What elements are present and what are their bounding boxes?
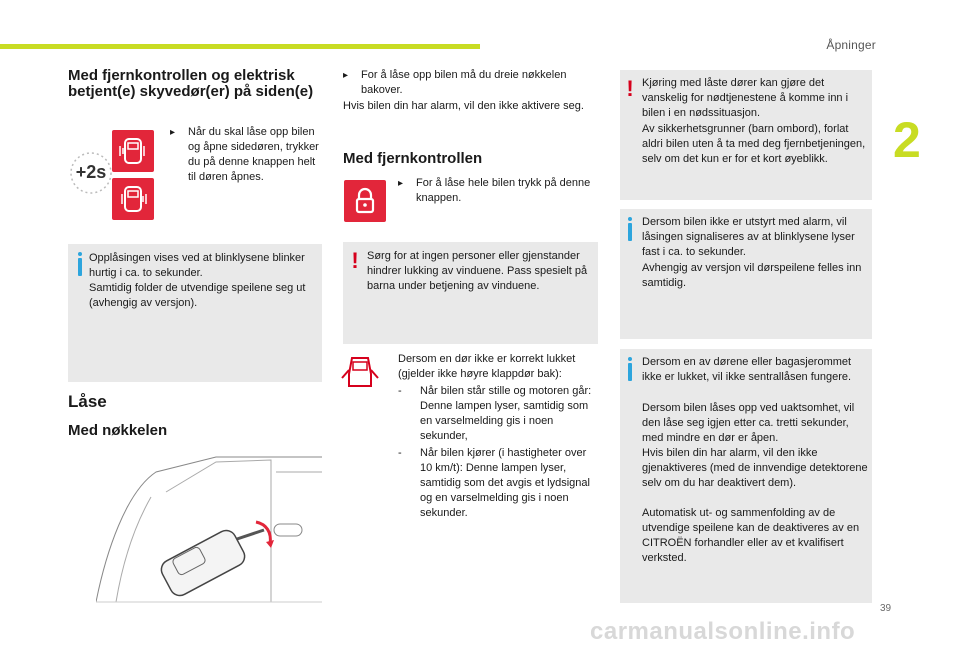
- subheading-with-remote: Med fjernkontrollen: [343, 150, 483, 167]
- instruction-unlock-sliding-door: [170, 125, 322, 185]
- instruction-turn-key: [343, 68, 593, 98]
- warning-icon: !: [626, 76, 634, 101]
- badge-label: +2s: [75, 162, 107, 182]
- warning-text-children: Av sikkerhetsgrunner (barn ombord), forlat aldri bilen uten å ta med deg fjernbetjeningen, selv om det kun er for et kort øyeblikk.: [642, 123, 866, 165]
- instruction-text: For å låse opp bilen må du dreie nøkkelen bakover.: [361, 69, 567, 96]
- info-icon: [628, 363, 632, 381]
- info-text-blinkers: Opplåsingen vises ved at blinklysene blinker hurtig i ca. to sekunder.: [89, 252, 305, 279]
- two-second-badge: [68, 150, 114, 196]
- info-icon: [628, 223, 632, 241]
- subheading-with-key: Med nøkkelen: [68, 422, 168, 439]
- sliding-door-left-icon: [116, 134, 150, 168]
- key-in-door-illustration: [96, 452, 322, 604]
- info-icon: [78, 258, 82, 276]
- unlock-sliding-door-right-button: [112, 178, 154, 220]
- list-item-text: Når bilen står stille og motoren går: Denne lampen lyser, samtidig som en varselmelding gis i noen sekunder,: [420, 385, 592, 442]
- info-box-central-locking: [620, 349, 872, 603]
- info-text-relock: Dersom bilen låses opp ved uaktsomhet, vil den låse seg igjen etter ca. tretti sekunder, med mindre en dør er åpen.: [642, 402, 855, 444]
- section-heading-remote-sliding-door: Med fjernkontrollen og elektrisk betjent(e) skyvedør(er) på siden(e): [68, 67, 314, 100]
- info-box-unlock-signal: [68, 244, 322, 382]
- lock-button: [344, 180, 386, 222]
- warning-text-emergency: Kjøring med låste dører kan gjøre det vanskelig for nødtjenestene å komme inn i bilen i en nødssituasjon.: [642, 77, 849, 119]
- padlock-icon: [350, 186, 380, 216]
- warning-box-windows: [343, 242, 598, 344]
- info-text-mirrors: Samtidig folder de utvendige speilene seg ut (avhengig av versjon).: [89, 282, 306, 309]
- list-dash: -: [398, 447, 402, 459]
- warning-text: Sørg for at ingen personer eller gjenstander hindrer lukking av vinduene. Pass spesielt på barna under betjening av vinduene.: [367, 250, 588, 292]
- section-heading-lock: Låse: [68, 392, 107, 411]
- door-open-item-driving: [398, 446, 598, 521]
- info-box-no-alarm: [620, 209, 872, 339]
- door-open-warning-lamp: [340, 352, 380, 392]
- chapter-number: 2: [893, 112, 921, 168]
- accent-bar: [0, 44, 480, 49]
- step-arrow-icon: ▸: [343, 70, 349, 81]
- instruction-text: For å låse hele bilen trykk på denne knappen.: [416, 177, 591, 204]
- info-text-central-lock: Dersom en av dørene eller bagasjerommet ikke er lukket, vil ikke sentrallåsen fungere.: [642, 356, 852, 383]
- section-title: Åpninger: [826, 38, 876, 52]
- list-item-text: Når bilen kjører (i hastigheter over 10 km/t): Denne lampen lyser, samtidig som det avgis et lydsignal og en varselmelding gis i noen sekunder.: [420, 447, 590, 519]
- warning-box-locked-doors: [620, 70, 872, 200]
- warning-icon: !: [351, 248, 359, 273]
- sliding-door-right-icon: [116, 182, 150, 216]
- door-open-intro: Dersom en dør ikke er korrekt lukket (gjelder ikke høyre klappdør bak):: [398, 353, 576, 380]
- alarm-note: Hvis bilen din har alarm, vil den ikke aktivere seg.: [343, 100, 584, 112]
- step-arrow-icon: ▸: [398, 178, 404, 189]
- info-text-no-alarm: Dersom bilen ikke er utstyrt med alarm, vil låsingen signaliseres av at blinklysene lyser fast i ca. to sekunder.: [642, 216, 855, 258]
- door-open-item-stationary: [398, 384, 598, 444]
- car-door-key-icon: [96, 452, 322, 604]
- info-text-alarm: Hvis bilen din har alarm, vil den ikke gjenaktiveres (med de innvendige detektorene selv om du har deaktivert dem).: [642, 447, 868, 489]
- page-number: 39: [880, 603, 892, 614]
- instruction-text: Når du skal låse opp bilen og åpne sidedøren, trykker du på denne knappen helt til døren åpnes.: [188, 126, 319, 183]
- car-door-open-icon: [340, 352, 380, 392]
- list-dash: -: [398, 385, 402, 397]
- info-text-mirror-deactivate: Automatisk ut- og sammenfolding av de utvendige speilene kan de deaktiveres av en CITROËN forhandler eller av et kvalifisert verksted.: [642, 507, 860, 564]
- watermark: carmanualsonline.info: [590, 618, 856, 645]
- step-arrow-icon: ▸: [170, 127, 176, 138]
- unlock-sliding-door-left-button: [112, 130, 154, 172]
- instruction-lock-remote: [398, 176, 594, 206]
- info-text-mirrors-fold: Avhengig av versjon vil dørspeilene felles inn samtidig.: [642, 262, 862, 289]
